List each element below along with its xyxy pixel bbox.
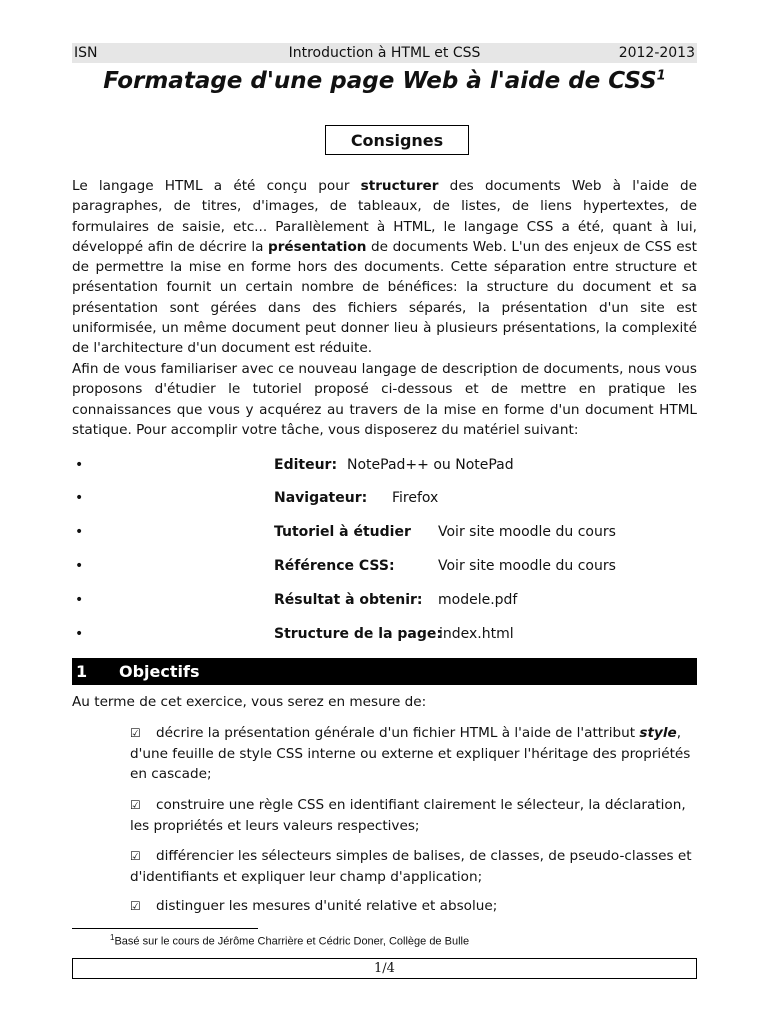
list-item — [72, 624, 697, 644]
checkbox-icon: ☑ — [130, 726, 141, 740]
p1-bold-structurer: structurer — [360, 178, 439, 194]
checkbox-icon: ☑ — [130, 899, 141, 913]
page-number: 1/4 — [72, 958, 697, 979]
bullet-icon: • — [75, 592, 84, 608]
objective-text: construire une règle CSS en identifiant clairement le sélecteur, la déclaration, les propriétés et leurs valeurs respectives; — [130, 797, 686, 834]
objectives-intro: Au terme de cet exercice, vous serez en mesure de: — [72, 694, 427, 710]
material-label: Navigateur: — [274, 490, 368, 506]
objective-item — [130, 896, 697, 917]
intro-paragraph — [72, 176, 697, 359]
list-item — [72, 590, 697, 610]
footnote — [110, 933, 469, 948]
page-header — [72, 43, 697, 63]
section-title: Objectifs — [119, 662, 200, 681]
bullet-icon: • — [75, 490, 84, 506]
footnote-divider — [72, 928, 258, 929]
material-label: Référence CSS: — [274, 558, 395, 574]
bullet-icon: • — [75, 457, 84, 473]
bullet-icon: • — [75, 626, 84, 642]
p1-text-a: Le langage HTML a été conçu pour — [72, 178, 361, 194]
p1-text-c: des documents Web à l'aide de paragraphes, de titres, d'images, de tableaux, de listes, de liens hypertextes, de formulaires de saisie, etc... Parallèlement à HTML, le langage CSS a été, quant à lui, développé afin de décrire la — [72, 178, 697, 255]
header-center: Introduction à HTML et CSS — [288, 45, 481, 61]
objective-text: différencier les sélecteurs simples de balises, de classes, de pseudo-classes et d'identifiants et expliquer leur champ d'application; — [130, 848, 692, 885]
objective-text-a: décrire la présentation générale d'un fichier HTML à l'aide de l'attribut — [156, 725, 640, 741]
list-item — [72, 488, 697, 508]
material-value: modele.pdf — [438, 592, 518, 608]
material-value: Voir site moodle du cours — [438, 558, 616, 574]
material-value: Firefox — [392, 490, 439, 506]
header-right: 2012-2013 — [618, 45, 695, 61]
objective-text: distinguer les mesures d'unité relative et absolue; — [156, 898, 498, 914]
section-number: 1 — [76, 662, 88, 681]
bullet-icon: • — [75, 558, 84, 574]
header-left: ISN — [74, 45, 98, 61]
consignes-box: Consignes — [325, 125, 469, 155]
checkbox-icon: ☑ — [130, 798, 141, 812]
p1-text-e: de documents Web. L'un des enjeux de CSS est de permettre la mise en forme hors des documents. Cette séparation entre structure et présentation fournit un certain nombre de bénéfices: la structure du document et sa présentation sont gérées dans des fichiers séparés, la présentation d'un site est uniformisée, un même document peut donner lieu à plusieurs présentations, la complexité de l'architecture d'un document est réduite. — [72, 238, 697, 357]
objective-text-c: , d'une feuille de style CSS interne ou externe et expliquer l'héritage des propriétés en cascade; — [130, 725, 691, 782]
bullet-icon: • — [75, 524, 84, 540]
page-title-text: Formatage d'une page Web à l'aide de CSS — [103, 68, 657, 94]
objective-item — [130, 795, 697, 836]
list-item — [72, 556, 697, 576]
material-value: NotePad++ ou NotePad — [347, 457, 514, 473]
material-value: index.html — [439, 626, 514, 642]
material-label: Tutoriel à étudier — [274, 524, 411, 540]
material-value: Voir site moodle du cours — [438, 524, 616, 540]
title-footnote-mark: 1 — [656, 68, 666, 84]
material-label: Editeur: — [274, 457, 338, 473]
p1-bold-presentation: présentation — [267, 238, 367, 255]
material-label: Structure de la page: — [274, 626, 442, 642]
page-title — [72, 68, 697, 94]
material-label: Résultat à obtenir: — [274, 592, 423, 608]
objective-style-keyword: style — [639, 725, 677, 741]
section-heading — [72, 658, 697, 685]
list-item — [72, 522, 697, 542]
footnote-text: Basé sur le cours de Jérôme Charrière et Cédric Doner, Collège de Bulle — [114, 935, 470, 948]
objective-item — [130, 723, 697, 785]
list-item — [72, 455, 697, 475]
second-paragraph: Afin de vous familiariser avec ce nouveau langage de description de documents, nous vous proposons d'étudier le tutoriel proposé ci-dessous et de mettre en pratique les connaissances que vous y acquérez au travers de la mise en forme d'un document HTML statique. Pour accomplir votre tâche, vous disposerez du matériel suivant: — [72, 361, 697, 438]
footnote-mark: 1 — [110, 933, 115, 942]
checkbox-icon: ☑ — [130, 849, 141, 863]
objective-item — [130, 846, 697, 887]
